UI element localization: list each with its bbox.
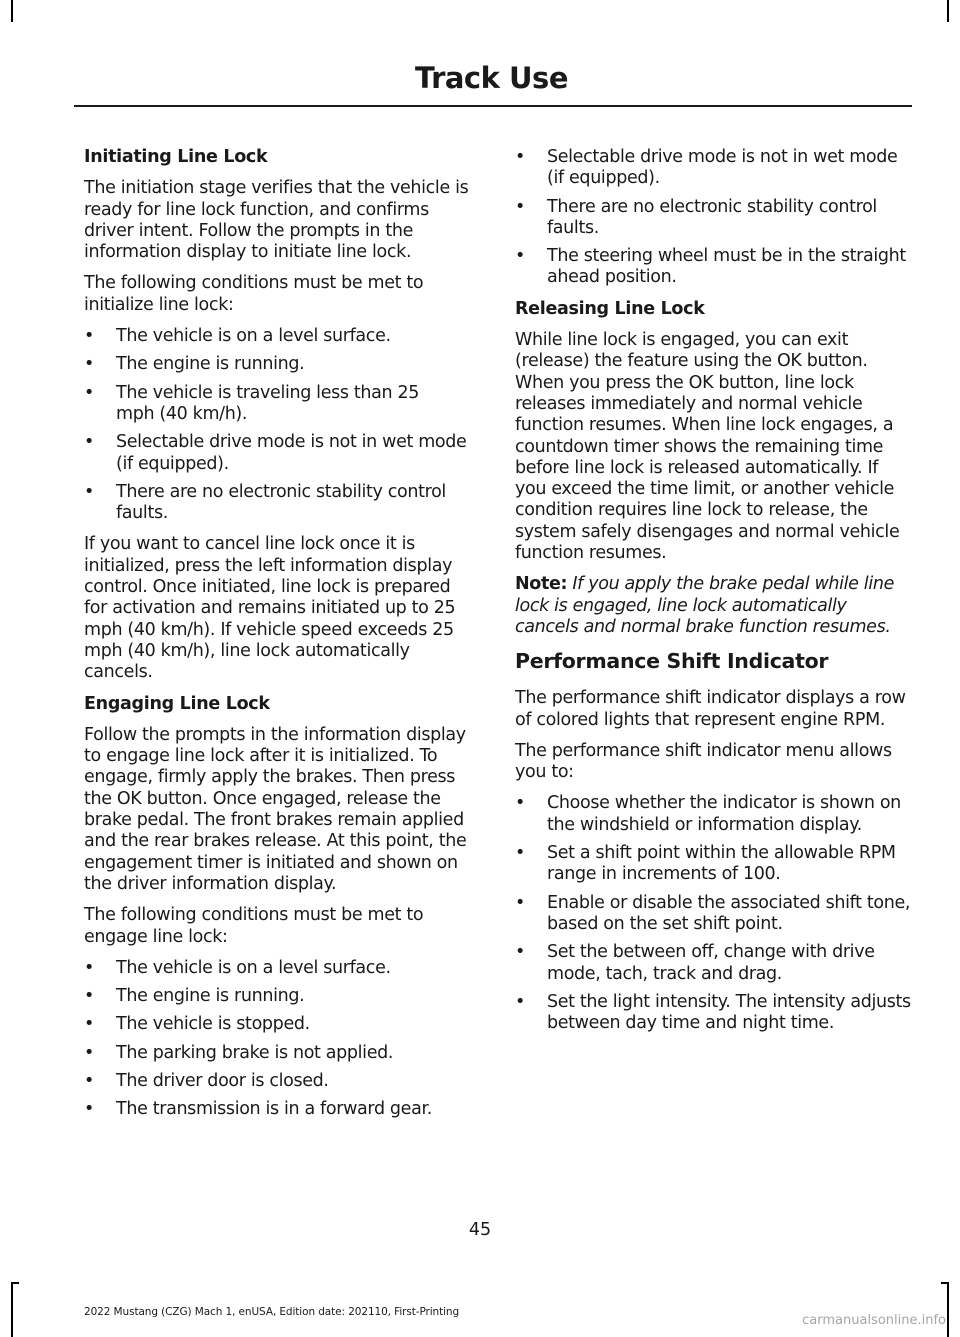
note-text: If you apply the brake pedal while line lock is engaged, line lock automatically cancels and normal brake function resumes. [515, 574, 894, 637]
paragraph: While line lock is engaged, you can exit (release) the feature using the OK button. When you press the OK button, line lock releases immediately and normal vehicle function resumes. When line lock engages, a countdown timer shows the remaining time before line lock is released automatically. If you exceed the time limit, or another vehicle condition requires line lock to release, the system safely disengages and normal vehicle function resumes. [515, 330, 900, 564]
list-item: • There are no electronic stability control faults. [515, 197, 911, 240]
note [515, 574, 911, 638]
crop-mark-top-left [11, 0, 13, 22]
watermark-link[interactable]: carmanualsonline.info [802, 1313, 946, 1328]
list-item: • The driver door is closed. [84, 1071, 476, 1092]
paragraph: The performance shift indicator menu allows you to: [515, 740, 892, 783]
list-item: • The steering wheel must be in the straight ahead position. [515, 246, 911, 289]
crop-mark-corner-left [11, 1282, 19, 1284]
list-item: • The engine is running. [84, 354, 476, 375]
heading-initiating-line-lock: Initiating Line Lock [84, 147, 268, 167]
crop-mark-bottom-right [947, 1282, 949, 1337]
page-number: 45 [468, 1220, 492, 1240]
list-item: • Selectable drive mode is not in wet mode (if equipped). [84, 432, 476, 475]
list-item: • The vehicle is stopped. [84, 1014, 476, 1035]
note-label: Note: [515, 574, 568, 595]
bullet-list-engage-conditions-continued [515, 147, 911, 289]
paragraph: The following conditions must be met to initialize line lock: [84, 273, 424, 315]
heading-engaging-line-lock: Engaging Line Lock [84, 693, 270, 714]
bullet-list-shift-indicator-options [515, 793, 911, 1034]
paragraph: The initiation stage verifies that the vehicle is ready for line lock function, and confirms driver intent. Follow the prompts in the information display to initiate line lock. [84, 178, 469, 263]
list-item [84, 383, 476, 426]
crop-mark-top-right [947, 0, 949, 22]
list-item: • The vehicle is on a level surface. [84, 326, 476, 347]
paragraph: The following conditions must be met to engage line lock: [84, 905, 424, 947]
paragraph: The performance shift indicator displays a row of colored lights that represent engine RPM. [515, 688, 906, 730]
list-item: • Enable or disable the associated shift tone, based on the set shift point. [515, 893, 911, 936]
header-divider [74, 105, 912, 107]
list-item: • Selectable drive mode is not in wet mode (if equipped). [515, 147, 911, 190]
list-item: • Set the light intensity. The intensity adjusts between day time and night time. [515, 992, 911, 1035]
list-item: • Choose whether the indicator is shown on the windshield or information display. [515, 793, 911, 836]
crop-mark-corner-right [941, 1282, 949, 1284]
paragraph: If you want to cancel line lock once it is initialized, press the left information display control. Once initiated, line lock is prepared for activation and remains initiated up to 25 mph (40 km/h). If vehicle speed exceeds 25 mph (40 km/h), line lock automatically cancels. [84, 534, 456, 683]
bullet-list-engage-conditions [84, 958, 476, 1121]
heading-performance-shift-indicator: Performance Shift Indicator [515, 649, 829, 674]
list-item: • There are no electronic stability control faults. [84, 482, 476, 525]
paragraph: Follow the prompts in the information display to engage line lock after it is initialized. To engage, firmly apply the brakes. Then press the OK button. Once engaged, release the brake pedal. The front brakes remain applied and the rear brakes release. At this point, the engagement timer is initiated and shown on the driver information display. [84, 724, 467, 894]
list-item: • The vehicle is on a level surface. [84, 958, 476, 979]
list-item: • The transmission is in a forward gear. [84, 1099, 476, 1120]
crop-mark-bottom-left [11, 1282, 13, 1337]
page-title: Track Use [414, 61, 568, 95]
list-item: • Set the between off, change with drive mode, tach, track and drag. [515, 942, 911, 985]
list-item: • The parking brake is not applied. [84, 1043, 476, 1064]
footer-edition-info: 2022 Mustang (CZG) Mach 1, enUSA, Edition date: 202110, First-Printing [84, 1306, 460, 1318]
bullet-list-initialize-conditions [84, 326, 476, 524]
heading-releasing-line-lock: Releasing Line Lock [515, 298, 705, 319]
list-item: • Set a shift point within the allowable RPM range in increments of 100. [515, 843, 911, 886]
list-item-text: The vehicle is traveling less than 25 mph (40 km/h). [116, 382, 420, 424]
left-column [84, 147, 476, 1131]
right-column [515, 147, 911, 1044]
list-item: • The engine is running. [84, 986, 476, 1007]
